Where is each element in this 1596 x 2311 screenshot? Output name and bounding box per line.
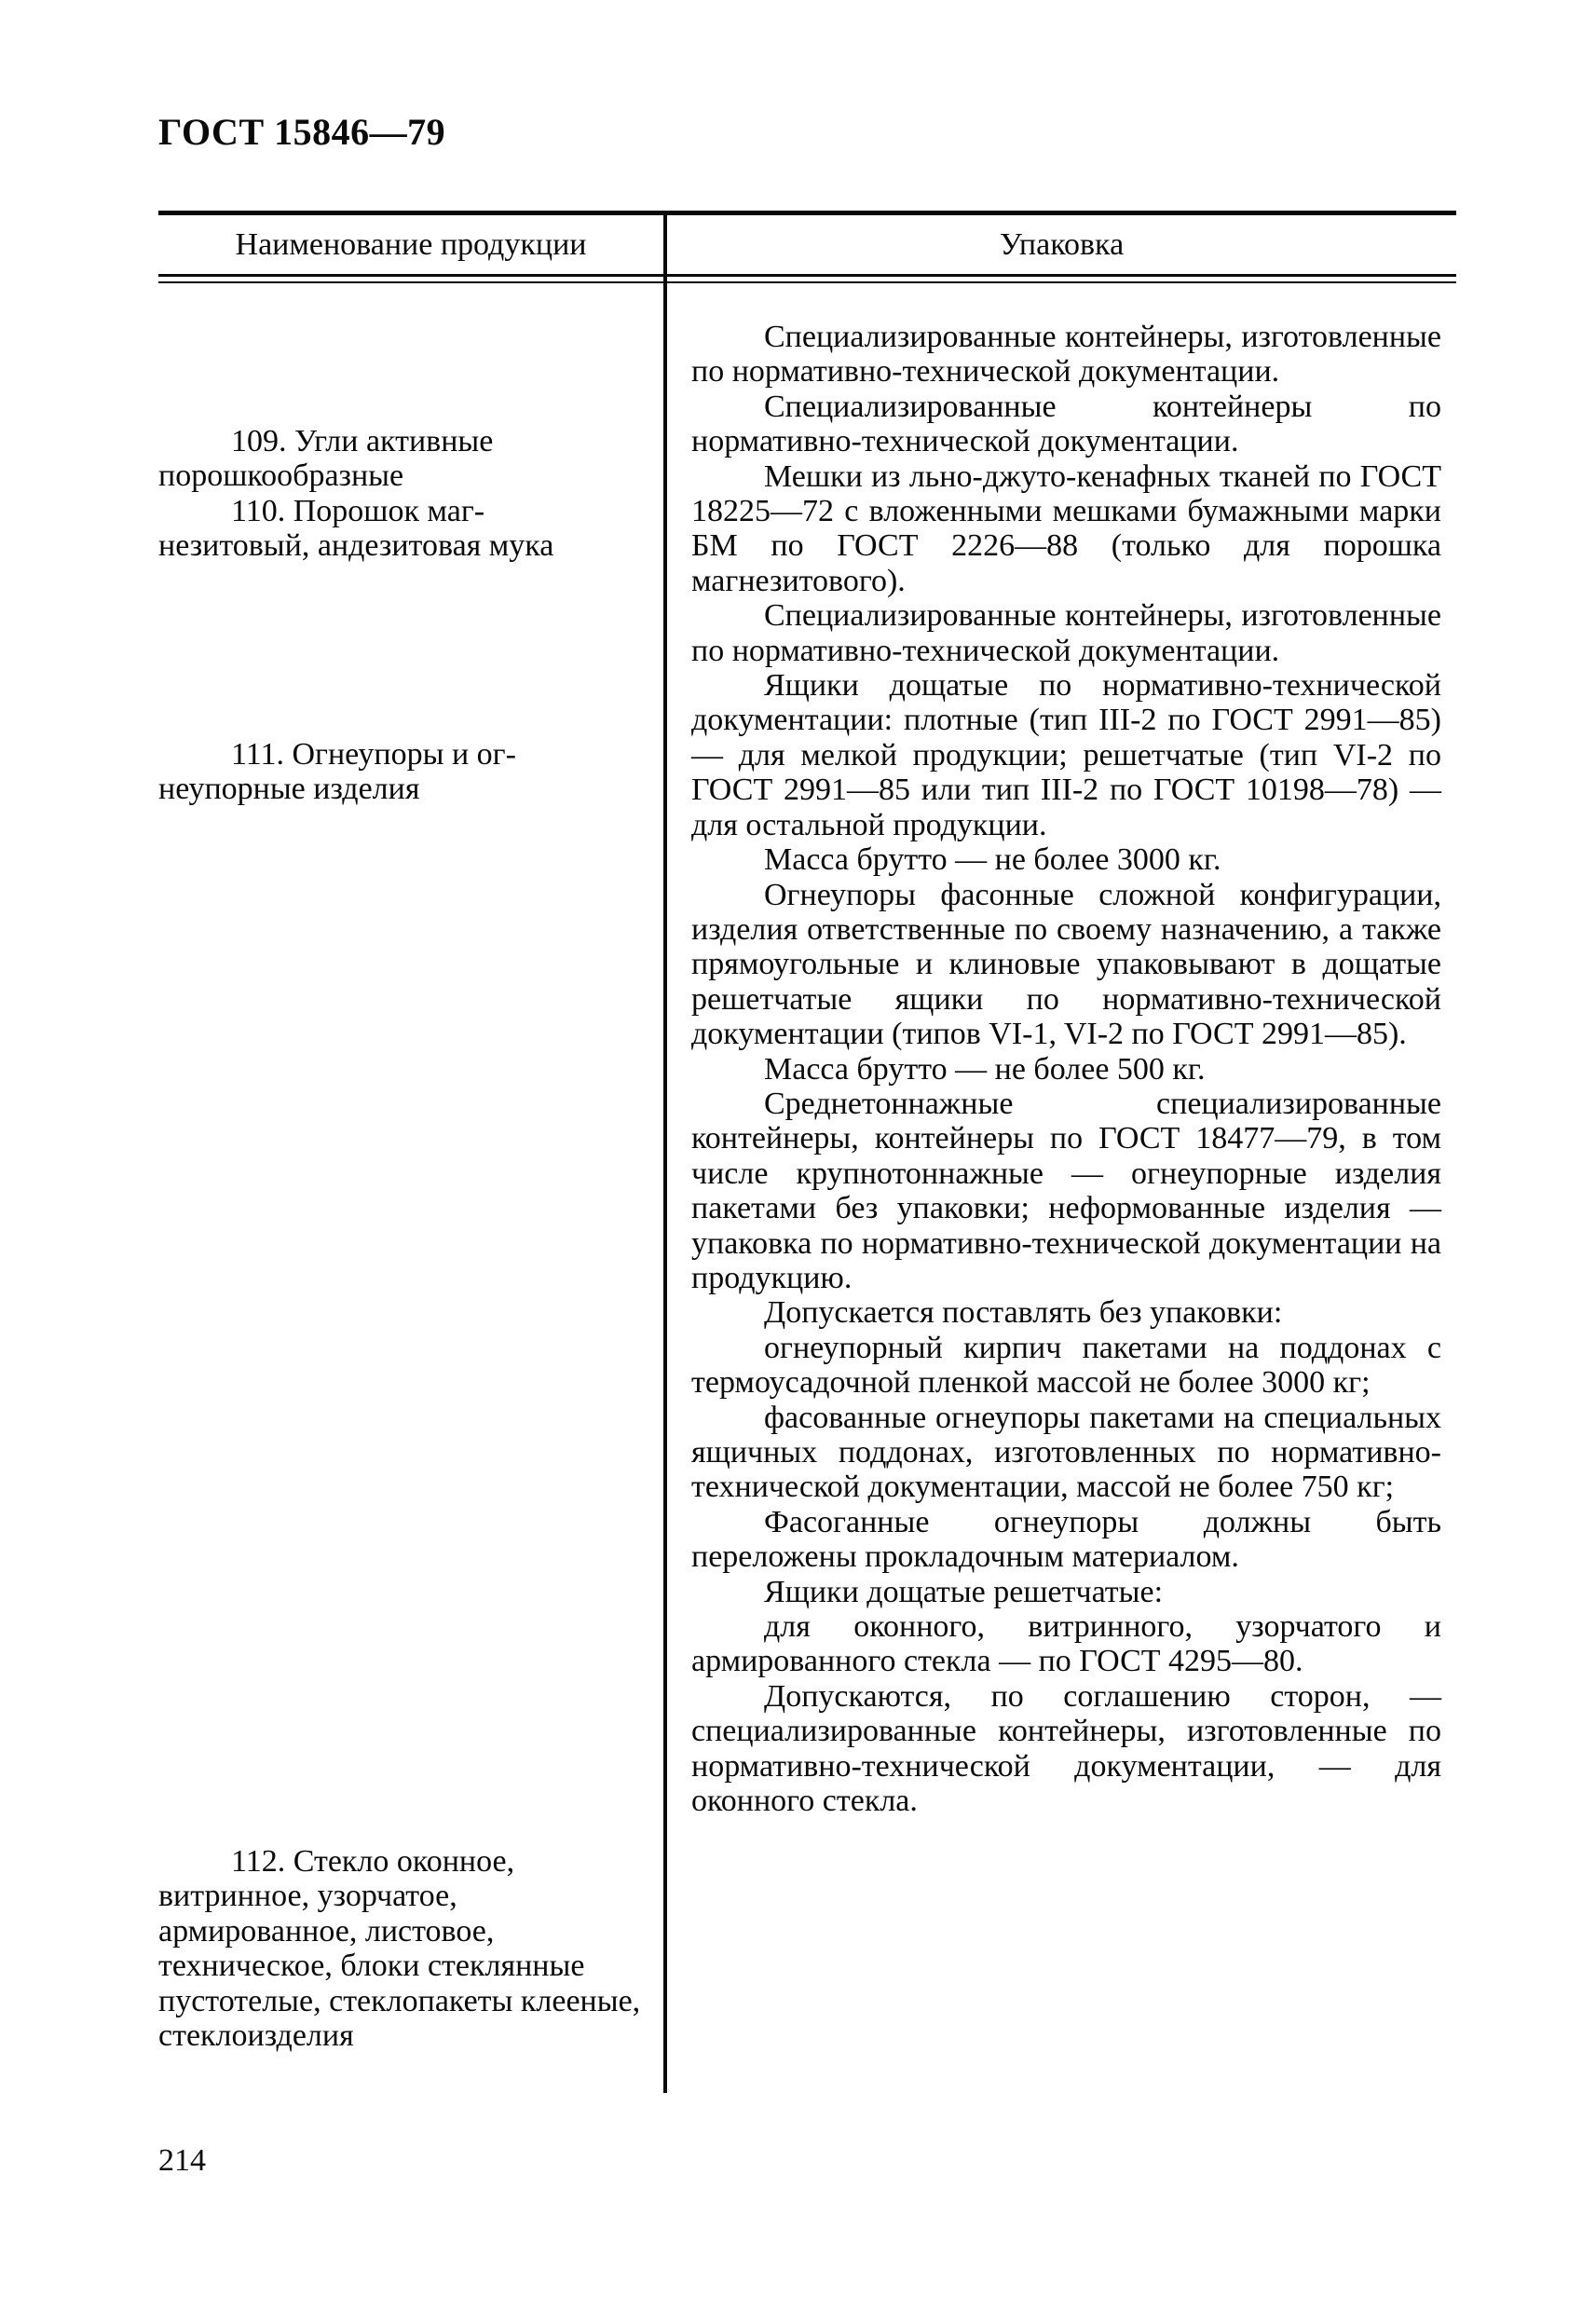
packaging-paragraph: фасованные огнеупоры пакетами на специальных ящичных поддонах, изготовленных по нормативно-технической документации, массой не более 750 кг; [691, 1400, 1441, 1505]
column-header-product: Наименование продукции [235, 227, 587, 262]
header-rule [158, 274, 1456, 277]
packaging-paragraph: Допускаются, по соглашению сторон, — специализированные контейнеры, изготовленные по нормативно-технической документации, — для оконного стекла. [691, 1678, 1441, 1819]
product-item [158, 494, 645, 564]
packaging-paragraph: огнеупорный кирпич пакетами на поддонах с термоусадочной пленкой массой не более 3000 кг; [691, 1330, 1441, 1401]
product-item-text: порошкообразные [158, 458, 404, 494]
table-top-rule [158, 211, 1456, 215]
packaging-paragraph: Ящики дощатые решетчатые: [764, 1574, 1164, 1609]
header-rule-double [158, 281, 1456, 283]
packaging-paragraph: Огнеупоры фасонные сложной конфигурации, изделия ответственные по своему назначению, а также прямоугольные и клиновые упаковывают в дощатые решетчатые ящики по нормативно-технической документации (типов VI-1, VI-2 по ГОСТ 2991—85). [691, 877, 1441, 1052]
document-header: ГОСТ 15846—79 [158, 111, 446, 153]
packaging-paragraph: для оконного, витринного, узорчатого и армированного стекла — по ГОСТ 4295—80. [691, 1609, 1441, 1679]
column-divider [663, 215, 667, 2093]
packaging-paragraph: Допускается поставлять без упаковки: [764, 1295, 1283, 1331]
packaging-paragraph: Специализированные контейнеры, изготовленные по нормативно-технической документации. [691, 598, 1441, 668]
page-number: 214 [158, 2143, 206, 2178]
product-item-number: 111. Огнеупоры и ог- [231, 737, 516, 772]
packaging-paragraph: Специализированные контейнеры по нормативно-технической документации. [691, 389, 1441, 459]
packaging-paragraph: Среднетоннажные специализированные контейнеры, контейнеры по ГОСТ 18477—79, в том числе крупнотоннажные — огнеупорные изделия пакетами без упаковки; неформованные изделия — упаковка по нормативно-технической документации на продукцию. [691, 1086, 1441, 1295]
packaging-column [691, 320, 1441, 1818]
product-item [158, 1844, 645, 2053]
packaging-paragraph: Мешки из льно-джуто-кенафных тканей по ГОСТ 18225—72 с вложенными мешками бумажными марки БМ по ГОСТ 2226—88 (только для порошка магнезитового). [691, 458, 1441, 598]
packaging-paragraph: Ящики дощатые по нормативно-технической документации: плотные (тип III-2 по ГОСТ 2991—85) — для мелкой продукции; решетчатые (тип VI-2 по ГОСТ 2991—85 или тип III-2 по ГОСТ 10198—78) — для остальной продукции. [691, 668, 1441, 842]
column-header-packaging: Упаковка [999, 227, 1125, 262]
product-item [158, 424, 645, 494]
product-item-number: 112. Стекло оконное, [231, 1844, 515, 1879]
packaging-paragraph: Специализированные контейнеры, изготовленные по нормативно-технической документации. [691, 320, 1441, 390]
packaging-paragraph: Масса брутто — не более 3000 кг. [764, 842, 1221, 878]
packaging-paragraph: Масса брутто — не более 500 кг. [764, 1051, 1206, 1087]
packaging-paragraph: Фасоганные огнеупоры должны быть переложены прокладочным материалом. [691, 1504, 1441, 1575]
product-item [158, 737, 645, 807]
product-item-number: 110. Порошок маг- [231, 494, 485, 528]
product-item-text: неупорные изделия [158, 772, 420, 807]
product-item-text: незитовый, андезитовая мука [158, 528, 554, 564]
product-item-text: витринное, узорчатое, армированное, листовое, техническое, блоки стеклянные пустотелые, стеклопакеты клееные, стеклоизделия [158, 1879, 641, 2054]
product-item-number: 109. Угли активные [231, 424, 494, 458]
